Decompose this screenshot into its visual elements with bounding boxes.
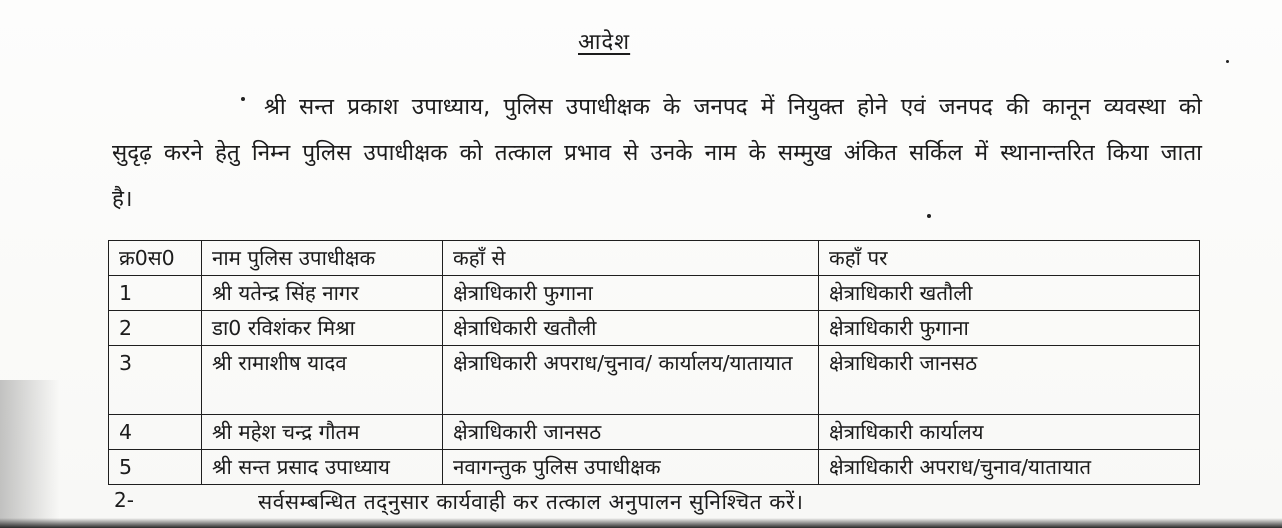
cell-officer-name: श्री सन्त प्रसाद उपाध्याय	[202, 450, 443, 485]
header-serial: क्र0स0	[109, 241, 202, 276]
cell-to: क्षेत्राधिकारी खतौली	[819, 276, 1200, 311]
table-row	[109, 415, 1200, 450]
cell-serial: 3	[109, 346, 202, 415]
cell-from: क्षेत्राधिकारी फुगाना	[443, 276, 819, 311]
cell-serial: 5	[109, 450, 202, 485]
header-from: कहाँ से	[443, 241, 819, 276]
compliance-instruction: सर्वसम्बन्धित तद्नुसार कार्यवाही कर तत्काल अनुपालन सुनिश्चित करें।	[258, 490, 804, 514]
order-paragraph: श्री सन्त प्रकाश उपाध्याय, पुलिस उपाधीक्षक के जनपद में नियुक्त होने एवं जनपद की कानून व्यवस्था को सुदृढ़ करने हेतु निम्न पुलिस उपाधीक्षक को तत्काल प्रभाव से उनके नाम के सम्मुख अंकित सर्किल में स्थानान्तरित किया जाता है।	[112, 94, 1202, 212]
cell-to: क्षेत्राधिकारी अपराध/चुनाव/यातायात	[819, 450, 1200, 485]
table-row	[109, 276, 1200, 311]
cell-from: नवागन्तुक पुलिस उपाधीक्षक	[443, 450, 819, 485]
cell-from: क्षेत्राधिकारी जानसठ	[443, 415, 819, 450]
table-row	[109, 450, 1200, 485]
cell-serial: 1	[109, 276, 202, 311]
table-row	[109, 346, 1200, 415]
table-row	[109, 311, 1200, 346]
table-header-row	[109, 241, 1200, 276]
page-edge-shadow	[0, 380, 60, 528]
cell-to: क्षेत्राधिकारी जानसठ	[819, 346, 1200, 415]
header-to: कहाँ पर	[819, 241, 1200, 276]
cell-serial: 4	[109, 415, 202, 450]
paragraph-number: 2-	[114, 488, 134, 512]
cell-to: क्षेत्राधिकारी फुगाना	[819, 311, 1200, 346]
cell-officer-name: श्री रामाशीष यादव	[202, 346, 443, 415]
order-title: आदेश	[578, 30, 631, 55]
cell-from: क्षेत्राधिकारी खतौली	[443, 311, 819, 346]
cell-from: क्षेत्राधिकारी अपराध/चुनाव/ कार्यालय/यातायात	[443, 346, 819, 415]
cell-officer-name: श्री महेश चन्द्र गौतम	[202, 415, 443, 450]
transfer-table	[108, 240, 1200, 485]
cell-serial: 2	[109, 311, 202, 346]
cell-officer-name: डा0 रविशंकर मिश्रा	[202, 311, 443, 346]
cell-to: क्षेत्राधिकारी कार्यालय	[819, 415, 1200, 450]
page-bottom-edge	[0, 518, 1282, 528]
scan-speck	[1226, 60, 1229, 63]
cell-officer-name: श्री यतेन्द्र सिंह नागर	[202, 276, 443, 311]
header-officer-name: नाम पुलिस उपाधीक्षक	[202, 241, 443, 276]
